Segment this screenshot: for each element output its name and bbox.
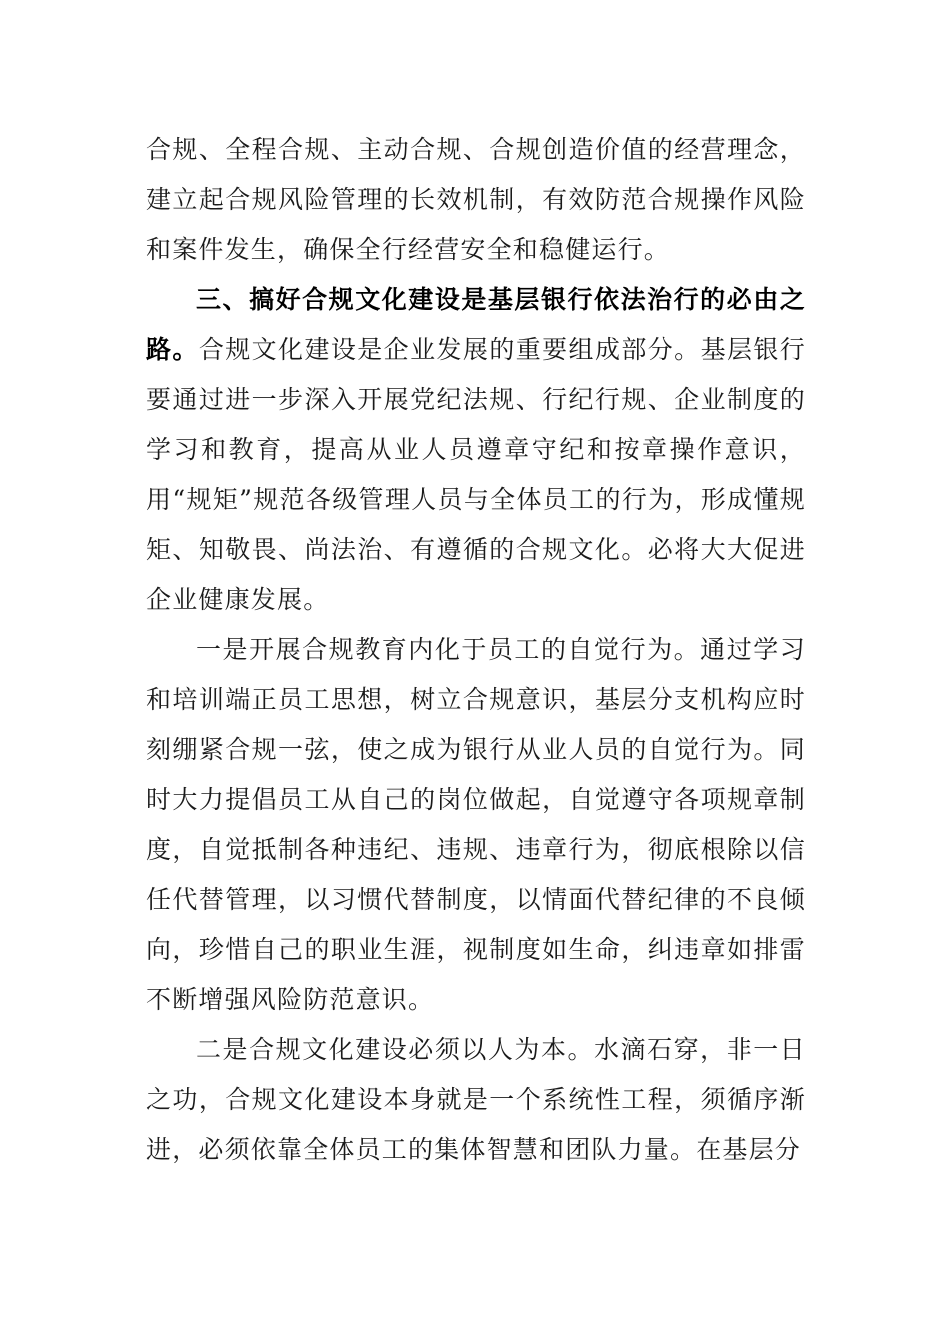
paragraph-text: 一是开展合规教育内化于员工的自觉行为。通过学习和培训端正员工思想，树立合规意识，基层分支机构应时刻绷紧合规一弦，使之成为银行从业人员的自觉行为。同时大力提倡员工从自己的岗位做起，自觉遵守各项规章制度，自觉抵制各种违纪、违规、违章行为，彻底根除以信任代替管理，以习惯代替制度，以情面代替纪律的不良倾向，珍惜自己的职业生涯，视制度如生命，纠违章如排雷不断增强风险防范意识。 bbox=[146, 635, 806, 1014]
paragraph-section-three bbox=[146, 275, 806, 625]
paragraph-point-one bbox=[146, 625, 806, 1025]
paragraph-text: 合规文化建设是企业发展的重要组成部分。基层银行要通过进一步深入开展党纪法规、行纪行规、企业制度的学习和教育，提高从业人员遵章守纪和按章操作意识，用“规矩”规范各级管理人员与全体员工的行为，形成懂规矩、知敬畏、尚法治、有遵循的合规文化。必将大大促进企业健康发展。 bbox=[146, 335, 806, 614]
document-body bbox=[146, 125, 806, 1175]
section-heading: 三、搞好合规文化建设是基层银行依法治行的必由之路。 bbox=[146, 285, 806, 364]
paragraph-point-two bbox=[146, 1025, 806, 1175]
paragraph-text: 合规、全程合规、主动合规、合规创造价值的经营理念，建立起合规风险管理的长效机制，有效防范合规操作风险和案件发生，确保全行经营安全和稳健运行。 bbox=[146, 135, 806, 264]
paragraph-continuation bbox=[146, 125, 806, 275]
paragraph-text: 二是合规文化建设必须以人为本。水滴石穿，非一日之功，合规文化建设本身就是一个系统性工程，须循序渐进，必须依靠全体员工的集体智慧和团队力量。在基层分 bbox=[146, 1035, 806, 1164]
